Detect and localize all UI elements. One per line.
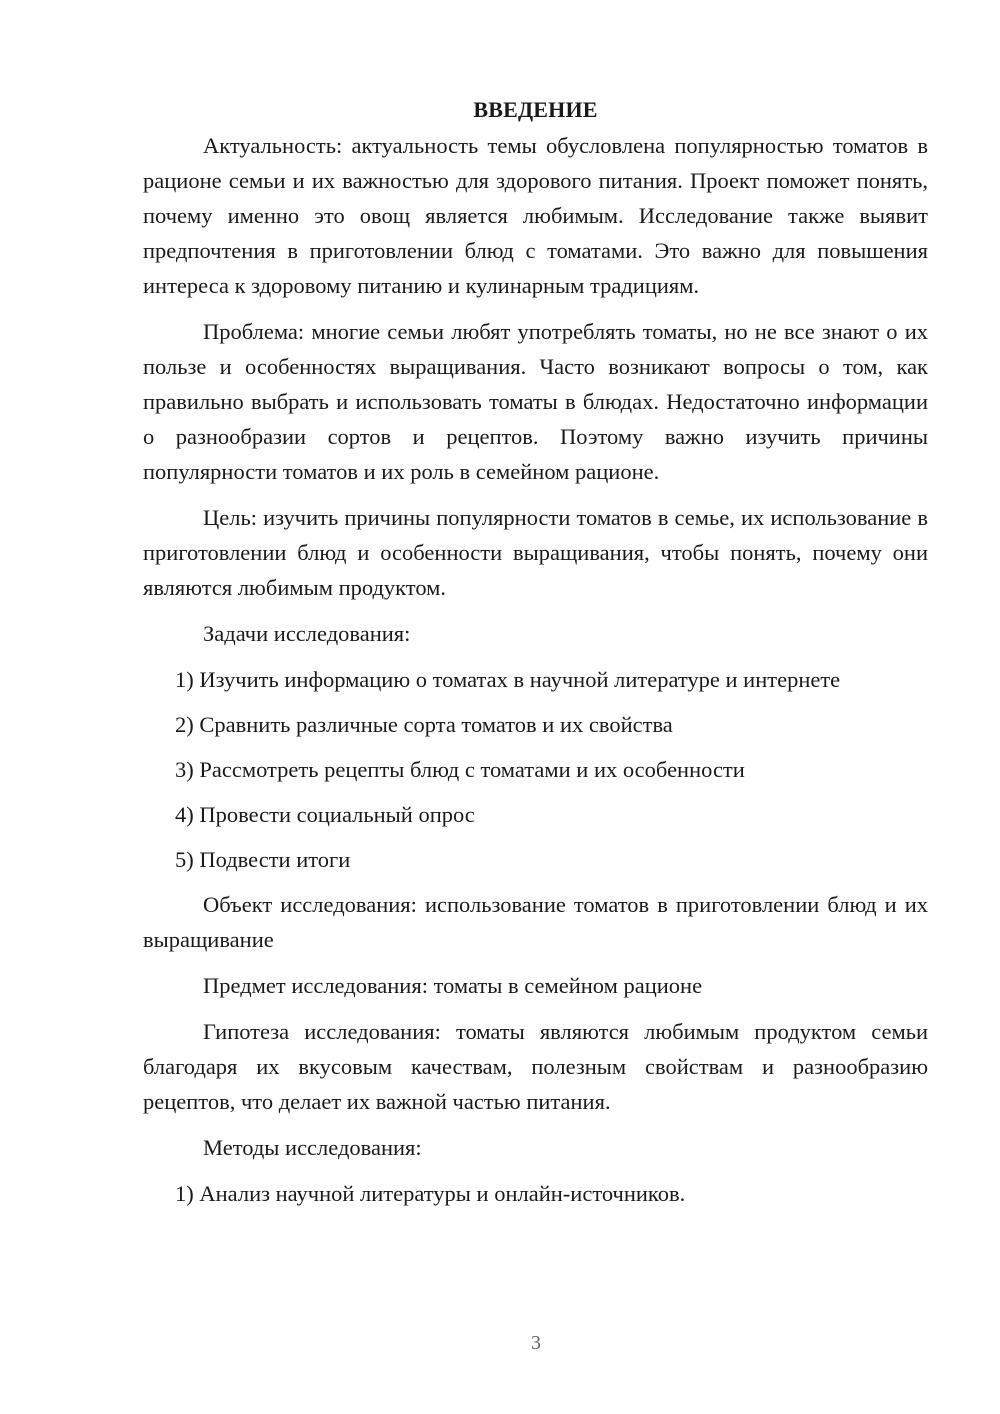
object-paragraph: Объект исследования: использование томатов в приготовлении блюд и их выращивание [143, 892, 928, 952]
task-item-1: 1) Изучить информацию о томатах в научной литературе и интернете [175, 667, 841, 692]
goal-paragraph: Цель: изучить причины популярности томатов в семье, их использование в приготовлении блюд и особенности выращивания, чтобы понять, почему они являются любимым продуктом. [143, 505, 928, 600]
page-title: ВВЕДЕНИЕ [473, 97, 598, 122]
hypothesis-paragraph: Гипотеза исследования: томаты являются любимым продуктом семьи благодаря их вкусовым качествам, полезным свойствам и разнообразию рецептов, что делает их важной частью питания. [143, 1019, 928, 1114]
page-content [143, 92, 928, 1221]
task-item-5: 5) Подвести итоги [175, 847, 351, 872]
task-item-3: 3) Рассмотреть рецепты блюд с томатами и их особенности [175, 757, 745, 782]
task-item-4: 4) Провести социальный опрос [175, 802, 475, 827]
tasks-heading: Задачи исследования: [203, 621, 411, 646]
relevance-paragraph: Актуальность: актуальность темы обусловлена популярностью томатов в рационе семьи и их важностью для здорового питания. Проект поможет понять, почему именно это овощ является любимым. Исследование также выявит предпочтения в приготовлении блюд с томатами. Это важно для повышения интереса к здоровому питанию и кулинарным традициям. [143, 133, 928, 298]
task-item-2: 2) Сравнить различные сорта томатов и их свойства [175, 712, 673, 737]
problem-paragraph: Проблема: многие семьи любят употреблять томаты, но не все знают о их пользе и особенностях выращивания. Часто возникают вопросы о том, как правильно выбрать и использовать томаты в блюдах. Недостаточно информации о разнообразии сортов и рецептов. Поэтому важно изучить причины популярности томатов и их роль в семейном рационе. [143, 319, 928, 484]
methods-heading: Методы исследования: [203, 1135, 422, 1160]
subject-paragraph: Предмет исследования: томаты в семейном рационе [203, 973, 703, 998]
page-number: 3 [531, 1332, 541, 1354]
method-item-1: 1) Анализ научной литературы и онлайн-источников. [175, 1181, 686, 1206]
